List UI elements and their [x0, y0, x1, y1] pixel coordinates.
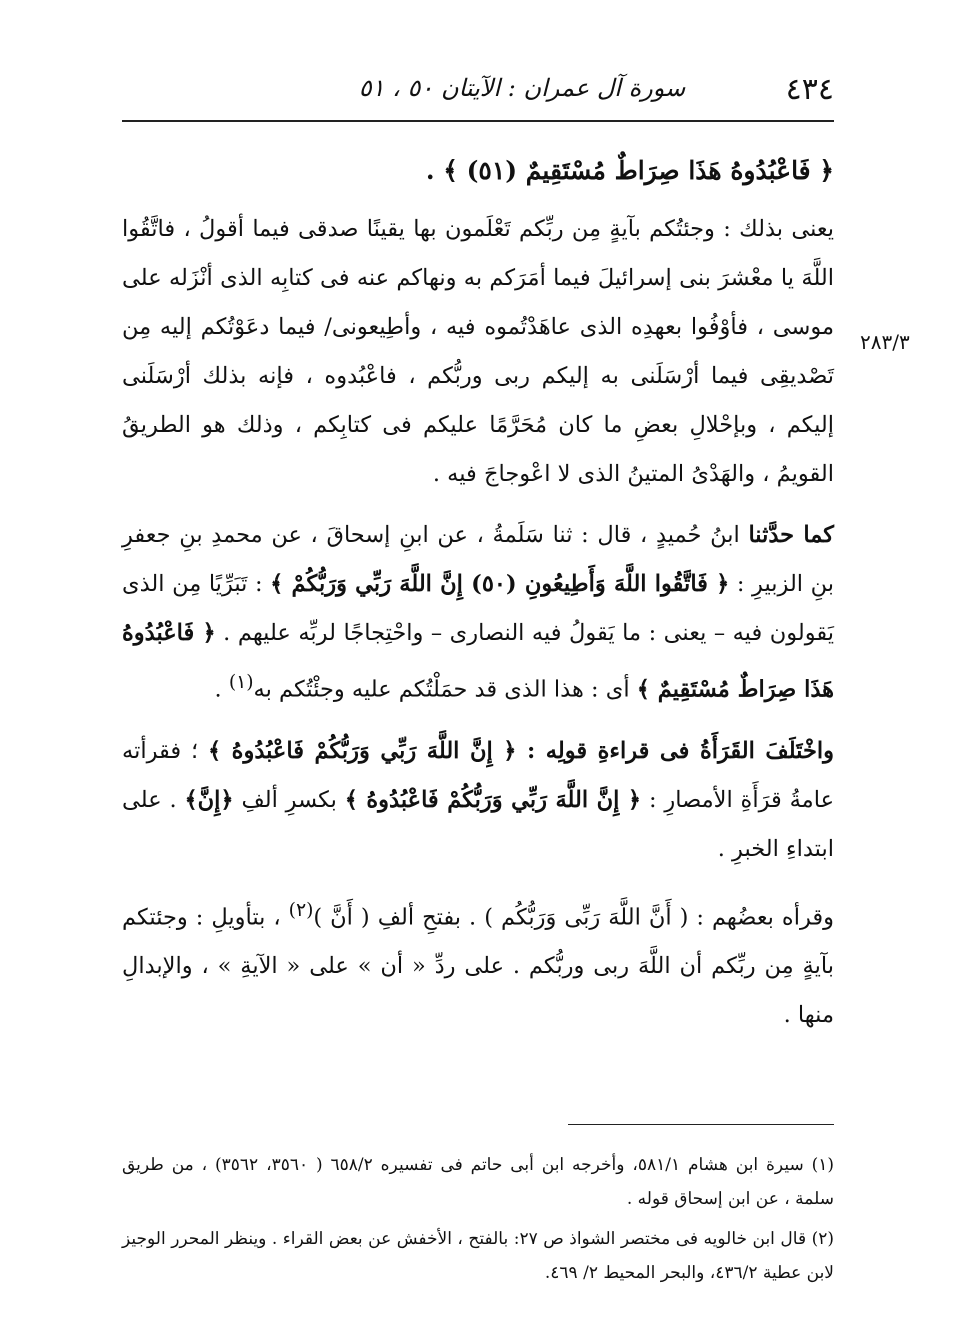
paragraph-commentary: يعنى بذلك : وجئتُكم بآيةٍ مِن ربِّكم تَعْلَمون بها يقينًا صدقى فيما أقولُ ، فاتَّقُوا اللَّهَ يا معْشرَ بنى إسرائيلَ فيما أمَرَكم به ونهاكم عنه فى كتابِه الذى أنْزَله على موسى ، فأوْفُوا بعهدِه الذى عاهَدْتُموه فيه ، وأطِيعونى/ فيما دعَوْتُكم إليه مِن تَصْديقِى فيما أرْسَلَنى به إليكم ربى وربُّكم ، فاعْبُدوه ، فإنه بذلك أرْسَلَنى إليكم ، وبإحْلالِ بعضِ ما كان مُحَرَّمًا عليكم فى كتابِكم ، وذلك هو الطريقُ القويمُ ، والهَدْىُ المتينُ الذى لا اعْوجاجَ فيه .	[122, 216, 834, 487]
footnote-1: (١) سيرة ابن هشام ٥٨١/١، وأخرجه ابن أبى حاتم فى تفسيره ٦٥٨/٢ ( ٣٥٦٠، ٣٥٦٢) ، من طريق سلمة ، عن ابن إسحاق قوله .	[122, 1155, 834, 1209]
quran-quote: ﴿إِنَّ﴾	[184, 786, 234, 813]
paragraph-text: ، بتأويلِ : وجئتكم بآيةٍ مِن ربِّكم أن اللَّهَ ربى وربُّكم . على ردِّ « أن » على « الآيةِ » ، والإبدالِ منها .	[122, 904, 834, 1028]
paragraph-text: . على ابتداءِ الخبرِ .	[122, 786, 834, 862]
main-text	[122, 140, 834, 1040]
paragraph-readings	[122, 727, 834, 874]
quran-quote: ﴿ إِنَّ اللَّهَ رَبِّي وَرَبُّكُمْ فَاعْبُدُوهُ ﴾	[344, 786, 642, 813]
narration-lead: كما حدَّثنا	[748, 522, 834, 548]
page-header	[122, 62, 834, 112]
footnote-rule	[568, 1124, 834, 1125]
paragraph-text: .	[214, 676, 229, 703]
paragraph-hadith	[122, 511, 834, 715]
verse-line: ﴿ فَاعْبُدُوهُ هَذَا صِرَاطٌ مُسْتَقِيمٌ (٥١) ﴾ .	[425, 156, 834, 185]
footnotes	[122, 1148, 834, 1296]
paragraph-variant-reading	[122, 886, 834, 1041]
header-rule	[122, 120, 834, 122]
paragraph-text: بكسرِ ألفِ	[233, 786, 345, 813]
paragraph-text: وقرأه بعضُهم : ( أَنَّ اللَّهَ رَبِّى وَرَبُّكُم ) . بفتحِ ألفِ ( أَنَّ )	[313, 904, 834, 930]
paragraph-text: ؛ فقرأته عامةُ قرَأَةِ الأمصارِ :	[122, 737, 834, 813]
footnote-marker[interactable]: (٢)	[288, 899, 314, 921]
footnote-marker[interactable]: (١)	[228, 672, 254, 693]
paragraph-text: ابنُ حُميدٍ ، قال : ثنا سَلَمةُ ، عن ابنِ إسحاقَ ، عن محمدِ بنِ جعفرِ بنِ الزبيرِ :	[122, 522, 834, 597]
paragraph-text: : تَبَرِّيًا مِن الذى يَقولون فيه – يعنى : ما يَقولُ فيه النصارى – واحْتِجاجًا لربِّه عليهم .	[122, 571, 834, 646]
footnote-2: (٢) قال ابن خالويه فى مختصر الشواذ ص ٢٧: بالفتح ، الأخفش عن بعض القراء . وينظر المحرر الوجيز لابن عطية ٤٣٦/٢، والبحر المحيط ٢/ ٤٦٩.	[122, 1229, 834, 1283]
quran-quote: ﴿ إِنَّ اللَّهَ رَبِّي وَرَبُّكُمْ فَاعْبُدُوهُ ﴾	[207, 737, 527, 764]
paragraph-text: أى : هذا الذى قد حمَلْتُكم عليه وجئْتُكم به	[253, 676, 637, 703]
quran-quote: ﴿ فَاعْبُدُوهُ هَذَا صِرَاطٌ مُسْتَقِيمٌ ﴾	[122, 620, 834, 703]
page-number: ٤٣٤	[785, 72, 834, 107]
running-title: سورة آل عمران : الآيتان ٥٠ ، ٥١	[358, 74, 686, 102]
quran-quote: ﴿ فَاتَّقُوا اللَّهَ وَأَطِيعُونِ (٥٠) إِنَّ اللَّهَ رَبِّي وَرَبُّكُمْ ﴾	[270, 571, 730, 597]
margin-reference: ٢٨٣/٣	[860, 330, 910, 354]
section-lead: واخْتَلَفَ القَرَأَةُ فى قراءةِ قولِه :	[526, 737, 834, 764]
